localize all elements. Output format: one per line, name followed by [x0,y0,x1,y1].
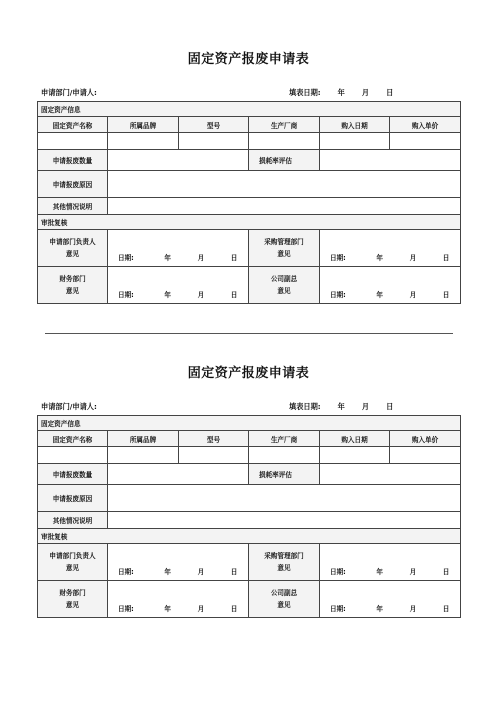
col-model: 型号 [179,431,249,447]
purchase-date-field[interactable] [320,447,390,464]
day-label: 日 [386,402,394,411]
col-unit-price: 购入单价 [390,117,461,133]
asset-scrap-form-1 [37,50,460,304]
finance-dept-label [38,267,108,304]
col-asset-name: 固定资产名称 [38,431,108,447]
col-brand: 所属品牌 [108,431,179,447]
date-label: 日期: [330,291,346,299]
month-label: 月 [197,568,205,576]
applicant-label: 申请部门/申请人: [41,88,97,97]
purchase-line1: 采购管理部门 [264,552,304,560]
col-purchase-date: 购入日期 [320,117,390,133]
finance-line1: 财务部门 [59,275,86,283]
vp-line2: 意见 [277,601,291,609]
model-field[interactable] [179,133,249,150]
dept-head-opinion[interactable] [108,230,249,267]
col-asset-name: 固定资产名称 [38,117,108,133]
brand-field[interactable] [108,447,179,464]
purchase-dept-label [249,230,320,267]
date-label: 日期: [118,605,134,613]
day-label: 日 [230,568,238,576]
year-label: 年 [337,88,345,97]
section-asset-info: 固定资产信息 [38,416,461,431]
day-label: 日 [442,568,450,576]
dateline [330,603,454,613]
purchase-line1: 采购管理部门 [264,238,304,246]
unit-price-field[interactable] [390,447,461,464]
day-label: 日 [230,254,238,262]
finance-line1: 财务部门 [59,589,86,597]
day-label: 日 [442,254,450,262]
purchase-line2: 意见 [277,250,291,258]
date-label: 日期: [330,605,346,613]
manufacturer-field[interactable] [249,133,320,150]
fill-date-label: 填表日期: [289,402,321,411]
page-divider [45,333,453,334]
fill-date [289,402,393,412]
purchase-dept-opinion[interactable] [320,544,461,581]
year-label: 年 [164,291,172,299]
finance-line2: 意见 [65,287,80,295]
fill-date [289,88,393,98]
day-label: 日 [442,291,450,299]
quantity-field[interactable] [108,464,249,485]
loss-rate-field[interactable] [320,464,461,485]
col-model: 型号 [179,117,249,133]
dateline [330,289,454,299]
vp-opinion[interactable] [320,267,461,304]
month-label: 月 [409,291,417,299]
year-label: 年 [164,254,172,262]
col-purchase-date: 购入日期 [320,431,390,447]
vp-line1: 公司副总 [270,589,298,597]
col-manufacturer: 生产厂商 [249,117,320,133]
quantity-label: 申请报废数量 [38,150,108,171]
month-label: 月 [409,568,417,576]
year-label: 年 [164,605,172,613]
finance-dept-opinion[interactable] [108,267,249,304]
year-label: 年 [376,568,384,576]
month-label: 月 [197,605,205,613]
reason-label: 申请报废原因 [38,171,108,198]
dept-head-opinion[interactable] [108,544,249,581]
form-meta-row [37,399,460,415]
year-label: 年 [337,402,345,411]
reason-field[interactable] [108,485,461,512]
day-label: 日 [230,605,238,613]
dept-head-line1: 申请部门负责人 [49,238,96,246]
loss-rate-field[interactable] [320,150,461,171]
dept-head-label [38,230,108,267]
loss-rate-label: 损耗率评估 [249,150,320,171]
asset-scrap-table [37,415,461,618]
month-label: 月 [361,88,370,97]
dateline [330,252,454,262]
dateline [118,252,242,262]
other-label: 其他情况说明 [38,198,108,215]
month-label: 月 [409,605,417,613]
dept-head-label [38,544,108,581]
manufacturer-field[interactable] [249,447,320,464]
purchase-dept-label [249,544,320,581]
month-label: 月 [409,254,417,262]
year-label: 年 [164,568,172,576]
vp-line1: 公司副总 [270,275,298,283]
date-label: 日期: [118,568,134,576]
purchase-dept-opinion[interactable] [320,230,461,267]
month-label: 月 [361,402,370,411]
col-unit-price: 购入单价 [390,431,461,447]
date-label: 日期: [330,568,346,576]
section-asset-info: 固定资产信息 [38,102,461,117]
month-label: 月 [197,291,205,299]
date-label: 日期: [118,254,134,262]
vp-label [249,267,320,304]
dateline [118,289,242,299]
form-title: 固定资产报废申请表 [187,366,310,381]
brand-field[interactable] [108,133,179,150]
other-field[interactable] [108,198,461,215]
day-label: 日 [442,605,450,613]
dateline [330,566,454,576]
year-label: 年 [376,254,384,262]
loss-rate-label: 损耗率评估 [249,464,320,485]
vp-opinion[interactable] [320,581,461,618]
asset-name-field[interactable] [38,447,108,464]
form-title: 固定资产报废申请表 [187,52,310,67]
day-label: 日 [386,88,394,97]
asset-name-field[interactable] [38,133,108,150]
asset-scrap-form-2 [37,364,460,618]
quantity-label: 申请报废数量 [38,464,108,485]
dept-head-line1: 申请部门负责人 [49,552,96,560]
finance-line2: 意见 [65,601,80,609]
dept-head-line2: 意见 [65,564,80,572]
reason-label: 申请报废原因 [38,485,108,512]
finance-dept-label [38,581,108,618]
month-label: 月 [197,254,205,262]
quantity-field[interactable] [108,150,249,171]
day-label: 日 [230,291,238,299]
section-review: 审批复核 [38,215,461,230]
model-field[interactable] [179,447,249,464]
fill-date-label: 填表日期: [289,88,321,97]
asset-scrap-table [37,101,461,304]
reason-field[interactable] [108,171,461,198]
section-review: 审批复核 [38,529,461,544]
other-label: 其他情况说明 [38,512,108,529]
finance-dept-opinion[interactable] [108,581,249,618]
form-meta-row [37,85,460,101]
other-field[interactable] [108,512,461,529]
unit-price-field[interactable] [390,133,461,150]
col-brand: 所属品牌 [108,117,179,133]
year-label: 年 [376,605,384,613]
applicant-label: 申请部门/申请人: [41,402,97,411]
vp-label [249,581,320,618]
col-manufacturer: 生产厂商 [249,431,320,447]
purchase-date-field[interactable] [320,133,390,150]
dept-head-line2: 意见 [65,250,80,258]
date-label: 日期: [118,291,134,299]
dateline [118,603,242,613]
dateline [118,566,242,576]
date-label: 日期: [330,254,346,262]
year-label: 年 [376,291,384,299]
vp-line2: 意见 [277,287,291,295]
purchase-line2: 意见 [277,564,291,572]
